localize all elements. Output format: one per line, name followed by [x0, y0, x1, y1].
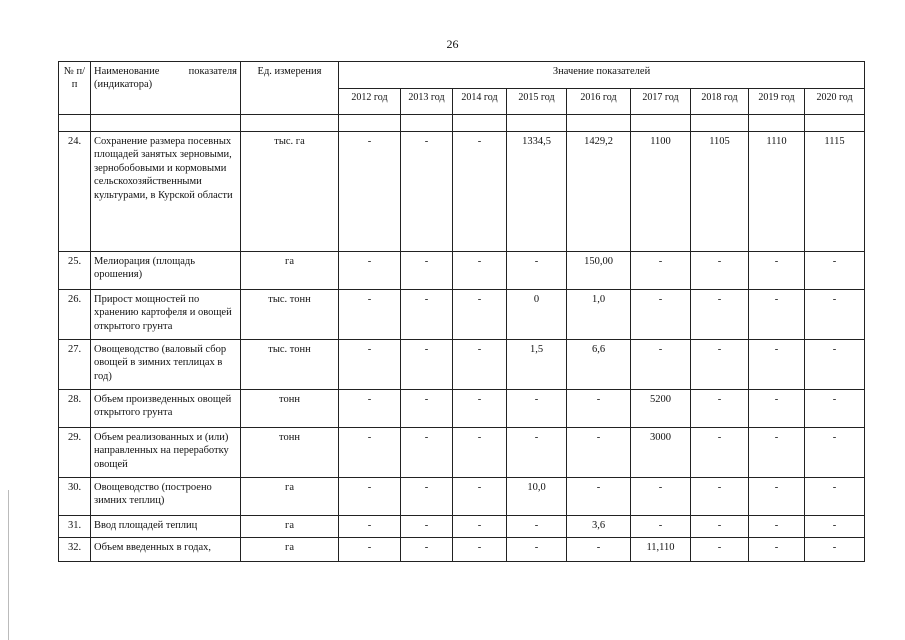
value-cell: -: [507, 538, 567, 562]
indicator-name: Объем произведенных овощей открытого грунта: [91, 390, 241, 428]
value-cell: -: [749, 538, 805, 562]
value-cell: -: [749, 516, 805, 538]
value-cell: -: [339, 132, 401, 252]
value-cell: -: [339, 340, 401, 390]
value-cell: -: [691, 340, 749, 390]
table-row: [59, 428, 865, 478]
value-cell: -: [453, 340, 507, 390]
row-number: 31.: [59, 516, 91, 538]
unit-cell: тыс. га: [241, 132, 339, 252]
value-cell: -: [691, 290, 749, 340]
value-cell: -: [749, 340, 805, 390]
value-cell: 3000: [631, 428, 691, 478]
header-name: Наименование показателя (индикатора): [91, 62, 241, 115]
unit-cell: га: [241, 516, 339, 538]
value-cell: -: [401, 390, 453, 428]
header-year: 2013 год: [401, 89, 453, 115]
value-cell: -: [749, 478, 805, 516]
table-row: [59, 290, 865, 340]
value-cell: -: [749, 290, 805, 340]
value-cell: 5200: [631, 390, 691, 428]
row-number: 32.: [59, 538, 91, 562]
value-cell: -: [691, 428, 749, 478]
header-year: 2019 год: [749, 89, 805, 115]
value-cell: -: [339, 252, 401, 290]
row-number: 24.: [59, 132, 91, 252]
value-cell: -: [805, 340, 865, 390]
unit-cell: тыс. тонн: [241, 290, 339, 340]
indicator-name: Объем введенных в годах,: [91, 538, 241, 562]
value-cell: -: [749, 252, 805, 290]
indicator-name: Овощеводство (построено зимних теплиц): [91, 478, 241, 516]
unit-cell: тонн: [241, 428, 339, 478]
indicator-name: Прирост мощностей по хранению картофеля и овощей открытого грунта: [91, 290, 241, 340]
value-cell: -: [631, 478, 691, 516]
header-year: 2018 год: [691, 89, 749, 115]
row-number: 29.: [59, 428, 91, 478]
table-header-row: [59, 62, 865, 89]
value-cell: -: [453, 478, 507, 516]
header-values-group: Значение показателей: [339, 62, 865, 89]
value-cell: -: [749, 428, 805, 478]
value-cell: -: [401, 428, 453, 478]
indicators-table: [58, 61, 865, 562]
value-cell: 1100: [631, 132, 691, 252]
value-cell: -: [567, 478, 631, 516]
value-cell: 1,0: [567, 290, 631, 340]
indicator-name: Овощеводство (валовый сбор овощей в зимних теплицах в год): [91, 340, 241, 390]
unit-cell: га: [241, 252, 339, 290]
value-cell: -: [453, 428, 507, 478]
value-cell: -: [805, 516, 865, 538]
value-cell: -: [805, 290, 865, 340]
value-cell: 1105: [691, 132, 749, 252]
header-num: № п/п: [59, 62, 91, 115]
header-year: 2014 год: [453, 89, 507, 115]
unit-cell: тыс. тонн: [241, 340, 339, 390]
value-cell: -: [339, 290, 401, 340]
value-cell: 10,0: [507, 478, 567, 516]
header-unit: Ед. измерения: [241, 62, 339, 115]
value-cell: -: [567, 538, 631, 562]
value-cell: -: [631, 290, 691, 340]
value-cell: 150,00: [567, 252, 631, 290]
value-cell: -: [805, 428, 865, 478]
row-number: 30.: [59, 478, 91, 516]
value-cell: -: [691, 390, 749, 428]
table-row: [59, 538, 865, 562]
value-cell: -: [401, 340, 453, 390]
value-cell: -: [507, 252, 567, 290]
value-cell: -: [453, 390, 507, 428]
row-number: 25.: [59, 252, 91, 290]
value-cell: -: [401, 252, 453, 290]
value-cell: 3,6: [567, 516, 631, 538]
value-cell: -: [453, 290, 507, 340]
value-cell: -: [691, 252, 749, 290]
value-cell: 1,5: [507, 340, 567, 390]
header-year: 2017 год: [631, 89, 691, 115]
value-cell: -: [453, 132, 507, 252]
table-row: [59, 340, 865, 390]
page-number: 26: [446, 37, 459, 51]
value-cell: -: [691, 538, 749, 562]
value-cell: -: [339, 478, 401, 516]
value-cell: 11,110: [631, 538, 691, 562]
value-cell: -: [453, 252, 507, 290]
unit-cell: га: [241, 478, 339, 516]
value-cell: -: [567, 428, 631, 478]
header-year: 2016 год: [567, 89, 631, 115]
value-cell: -: [401, 478, 453, 516]
value-cell: -: [401, 516, 453, 538]
value-cell: 6,6: [567, 340, 631, 390]
table-row: [59, 252, 865, 290]
value-cell: -: [805, 252, 865, 290]
value-cell: -: [805, 478, 865, 516]
value-cell: -: [507, 428, 567, 478]
value-cell: -: [567, 390, 631, 428]
value-cell: 0: [507, 290, 567, 340]
value-cell: -: [401, 290, 453, 340]
value-cell: -: [453, 538, 507, 562]
table-row: [59, 132, 865, 252]
row-number: 26.: [59, 290, 91, 340]
value-cell: -: [691, 516, 749, 538]
value-cell: -: [507, 390, 567, 428]
value-cell: -: [631, 340, 691, 390]
value-cell: -: [805, 538, 865, 562]
value-cell: -: [401, 132, 453, 252]
value-cell: -: [749, 390, 805, 428]
table-row: [59, 516, 865, 538]
value-cell: -: [339, 516, 401, 538]
header-year: 2020 год: [805, 89, 865, 115]
value-cell: -: [631, 252, 691, 290]
table-row: [59, 478, 865, 516]
unit-cell: га: [241, 538, 339, 562]
indicator-name: Ввод площадей теплиц: [91, 516, 241, 538]
value-cell: -: [339, 390, 401, 428]
value-cell: -: [691, 478, 749, 516]
indicator-name: Мелиорация (площадь орошения): [91, 252, 241, 290]
value-cell: -: [507, 516, 567, 538]
header-year: 2012 год: [339, 89, 401, 115]
table-row: [59, 390, 865, 428]
header-year: 2015 год: [507, 89, 567, 115]
value-cell: -: [401, 538, 453, 562]
value-cell: 1334,5: [507, 132, 567, 252]
row-number: 28.: [59, 390, 91, 428]
value-cell: -: [453, 516, 507, 538]
scan-edge-mark: [8, 490, 9, 640]
indicator-name: Объем реализованных и (или) направленных на переработку овощей: [91, 428, 241, 478]
value-cell: 1429,2: [567, 132, 631, 252]
value-cell: -: [805, 390, 865, 428]
row-number: 27.: [59, 340, 91, 390]
value-cell: -: [339, 538, 401, 562]
unit-cell: тонн: [241, 390, 339, 428]
value-cell: 1110: [749, 132, 805, 252]
table-body: [59, 115, 865, 562]
spacer-row: [59, 115, 865, 132]
value-cell: 1115: [805, 132, 865, 252]
value-cell: -: [339, 428, 401, 478]
value-cell: -: [631, 516, 691, 538]
indicator-name: Сохранение размера посевных площадей занятых зерновыми, зернобобовыми и кормовыми сельскохозяйственными культурами, в Курской области: [91, 132, 241, 252]
